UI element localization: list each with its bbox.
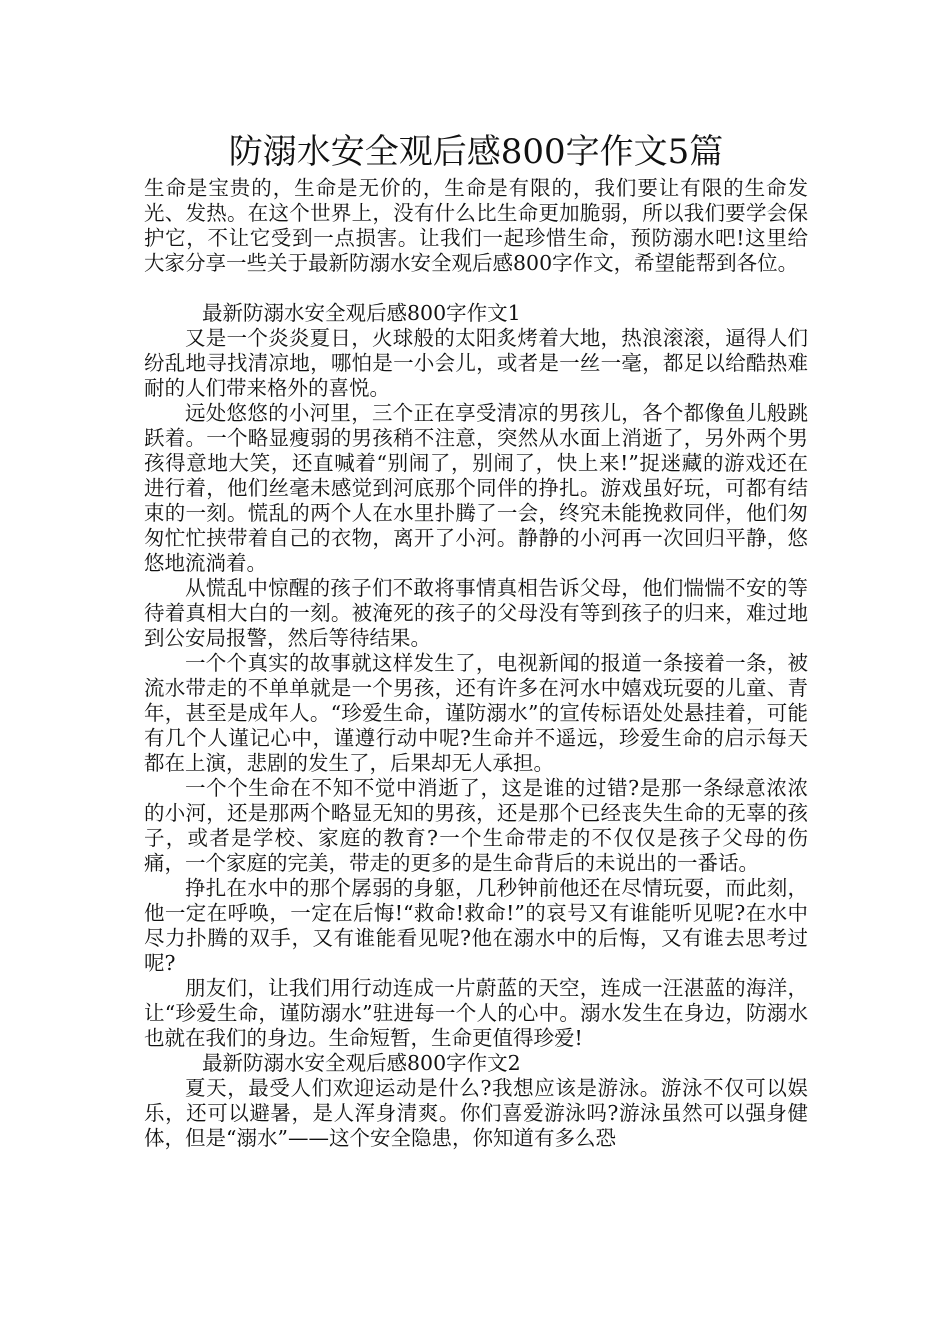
intro-paragraph: 生命是宝贵的，生命是无价的，生命是有限的，我们要让有限的生命发光、发热。在这个世界上，没有什么比生命更加脆弱，所以我们要学会保护它，不让它受到一点损害。让我们一起珍惜生命，预防溺水吧!这里给大家分享一些关于最新防溺水安全观后感800字作文，希望能帮到各位。 — [144, 176, 808, 275]
document-title: 防溺水安全观后感800字作文5篇 — [228, 132, 724, 172]
section-heading-1: 最新防溺水安全观后感800字作文1 — [202, 301, 521, 325]
section1-paragraph-3: 从慌乱中惊醒的孩子们不敢将事情真相告诉父母，他们惴惴不安的等待着真相大白的一刻。被淹死的孩子的父母没有等到孩子的归来，难过地到公安局报警，然后等待结果。 — [144, 576, 808, 650]
section1-paragraph-6: 挣扎在水中的那个孱弱的身躯，几秒钟前他还在尽情玩耍，而此刻，他一定在呼唤，一定在后悔!“救命!救命!”的哀号又有谁能听见呢?在水中尽力扑腾的双手，又有谁能看见呢?他在溺水中的后悔，又有谁去思考过呢? — [144, 876, 808, 975]
section1-paragraph-2: 远处悠悠的小河里，三个正在享受清凉的男孩儿，各个都像鱼儿般跳跃着。一个略显瘦弱的男孩稍不注意，突然从水面上消逝了，另外两个男孩得意地大笑，还直喊着“别闹了，别闹了，快上来!”捉迷藏的游戏还在进行着，他们丝毫未感觉到河底那个同伴的挣扎。游戏虽好玩，可都有结束的一刻。慌乱的两个人在水里扑腾了一会，终究未能挽救同伴，他们匆匆忙忙挟带着自己的衣物，离开了小河。静静的小河再一次回归平静，悠悠地流淌着。 — [144, 401, 808, 575]
section2-paragraph-1: 夏天，最受人们欢迎运动是什么?我想应该是游泳。游泳不仅可以娱乐，还可以避暑，是人浑身清爽。你们喜爱游泳吗?游泳虽然可以强身健体，但是“溺水”——这个安全隐患，你知道有多么恐 — [144, 1076, 808, 1150]
document-page — [144, 128, 808, 1151]
section1-paragraph-4: 一个个真实的故事就这样发生了，电视新闻的报道一条接着一条，被流水带走的不单单就是一个男孩，还有许多在河水中嬉戏玩耍的儿童、青年，甚至是成年人。“珍爱生命，谨防溺水”的宣传标语处处悬挂着，可能有几个人谨记心中，谨遵行动中呢?生命并不遥远，珍爱生命的启示每天都在上演，悲剧的发生了，后果却无人承担。 — [144, 651, 808, 775]
spacer — [144, 276, 808, 301]
section1-paragraph-1: 又是一个炎炎夏日，火球般的太阳炙烤着大地，热浪滚滚，逼得人们纷乱地寻找清凉地，哪怕是一小会儿，或者是一丝一毫，都足以给酷热难耐的人们带来格外的喜悦。 — [144, 326, 808, 400]
section-heading-2: 最新防溺水安全观后感800字作文2 — [202, 1051, 521, 1075]
section1-paragraph-7: 朋友们，让我们用行动连成一片蔚蓝的天空，连成一汪湛蓝的海洋，让“珍爱生命，谨防溺水”驻进每一个人的心中。溺水发生在身边，防溺水也就在我们的身边。生命短暂，生命更值得珍爱! — [144, 976, 808, 1050]
section1-paragraph-5: 一个个生命在不知不觉中消逝了，这是谁的过错?是那一条绿意浓浓的小河，还是那两个略显无知的男孩，还是那个已经丧失生命的无辜的孩子，或者是学校、家庭的教育?一个生命带走的不仅仅是孩子父母的伤痛，一个家庭的完美，带走的更多的是生命背后的未说出的一番话。 — [144, 776, 808, 875]
